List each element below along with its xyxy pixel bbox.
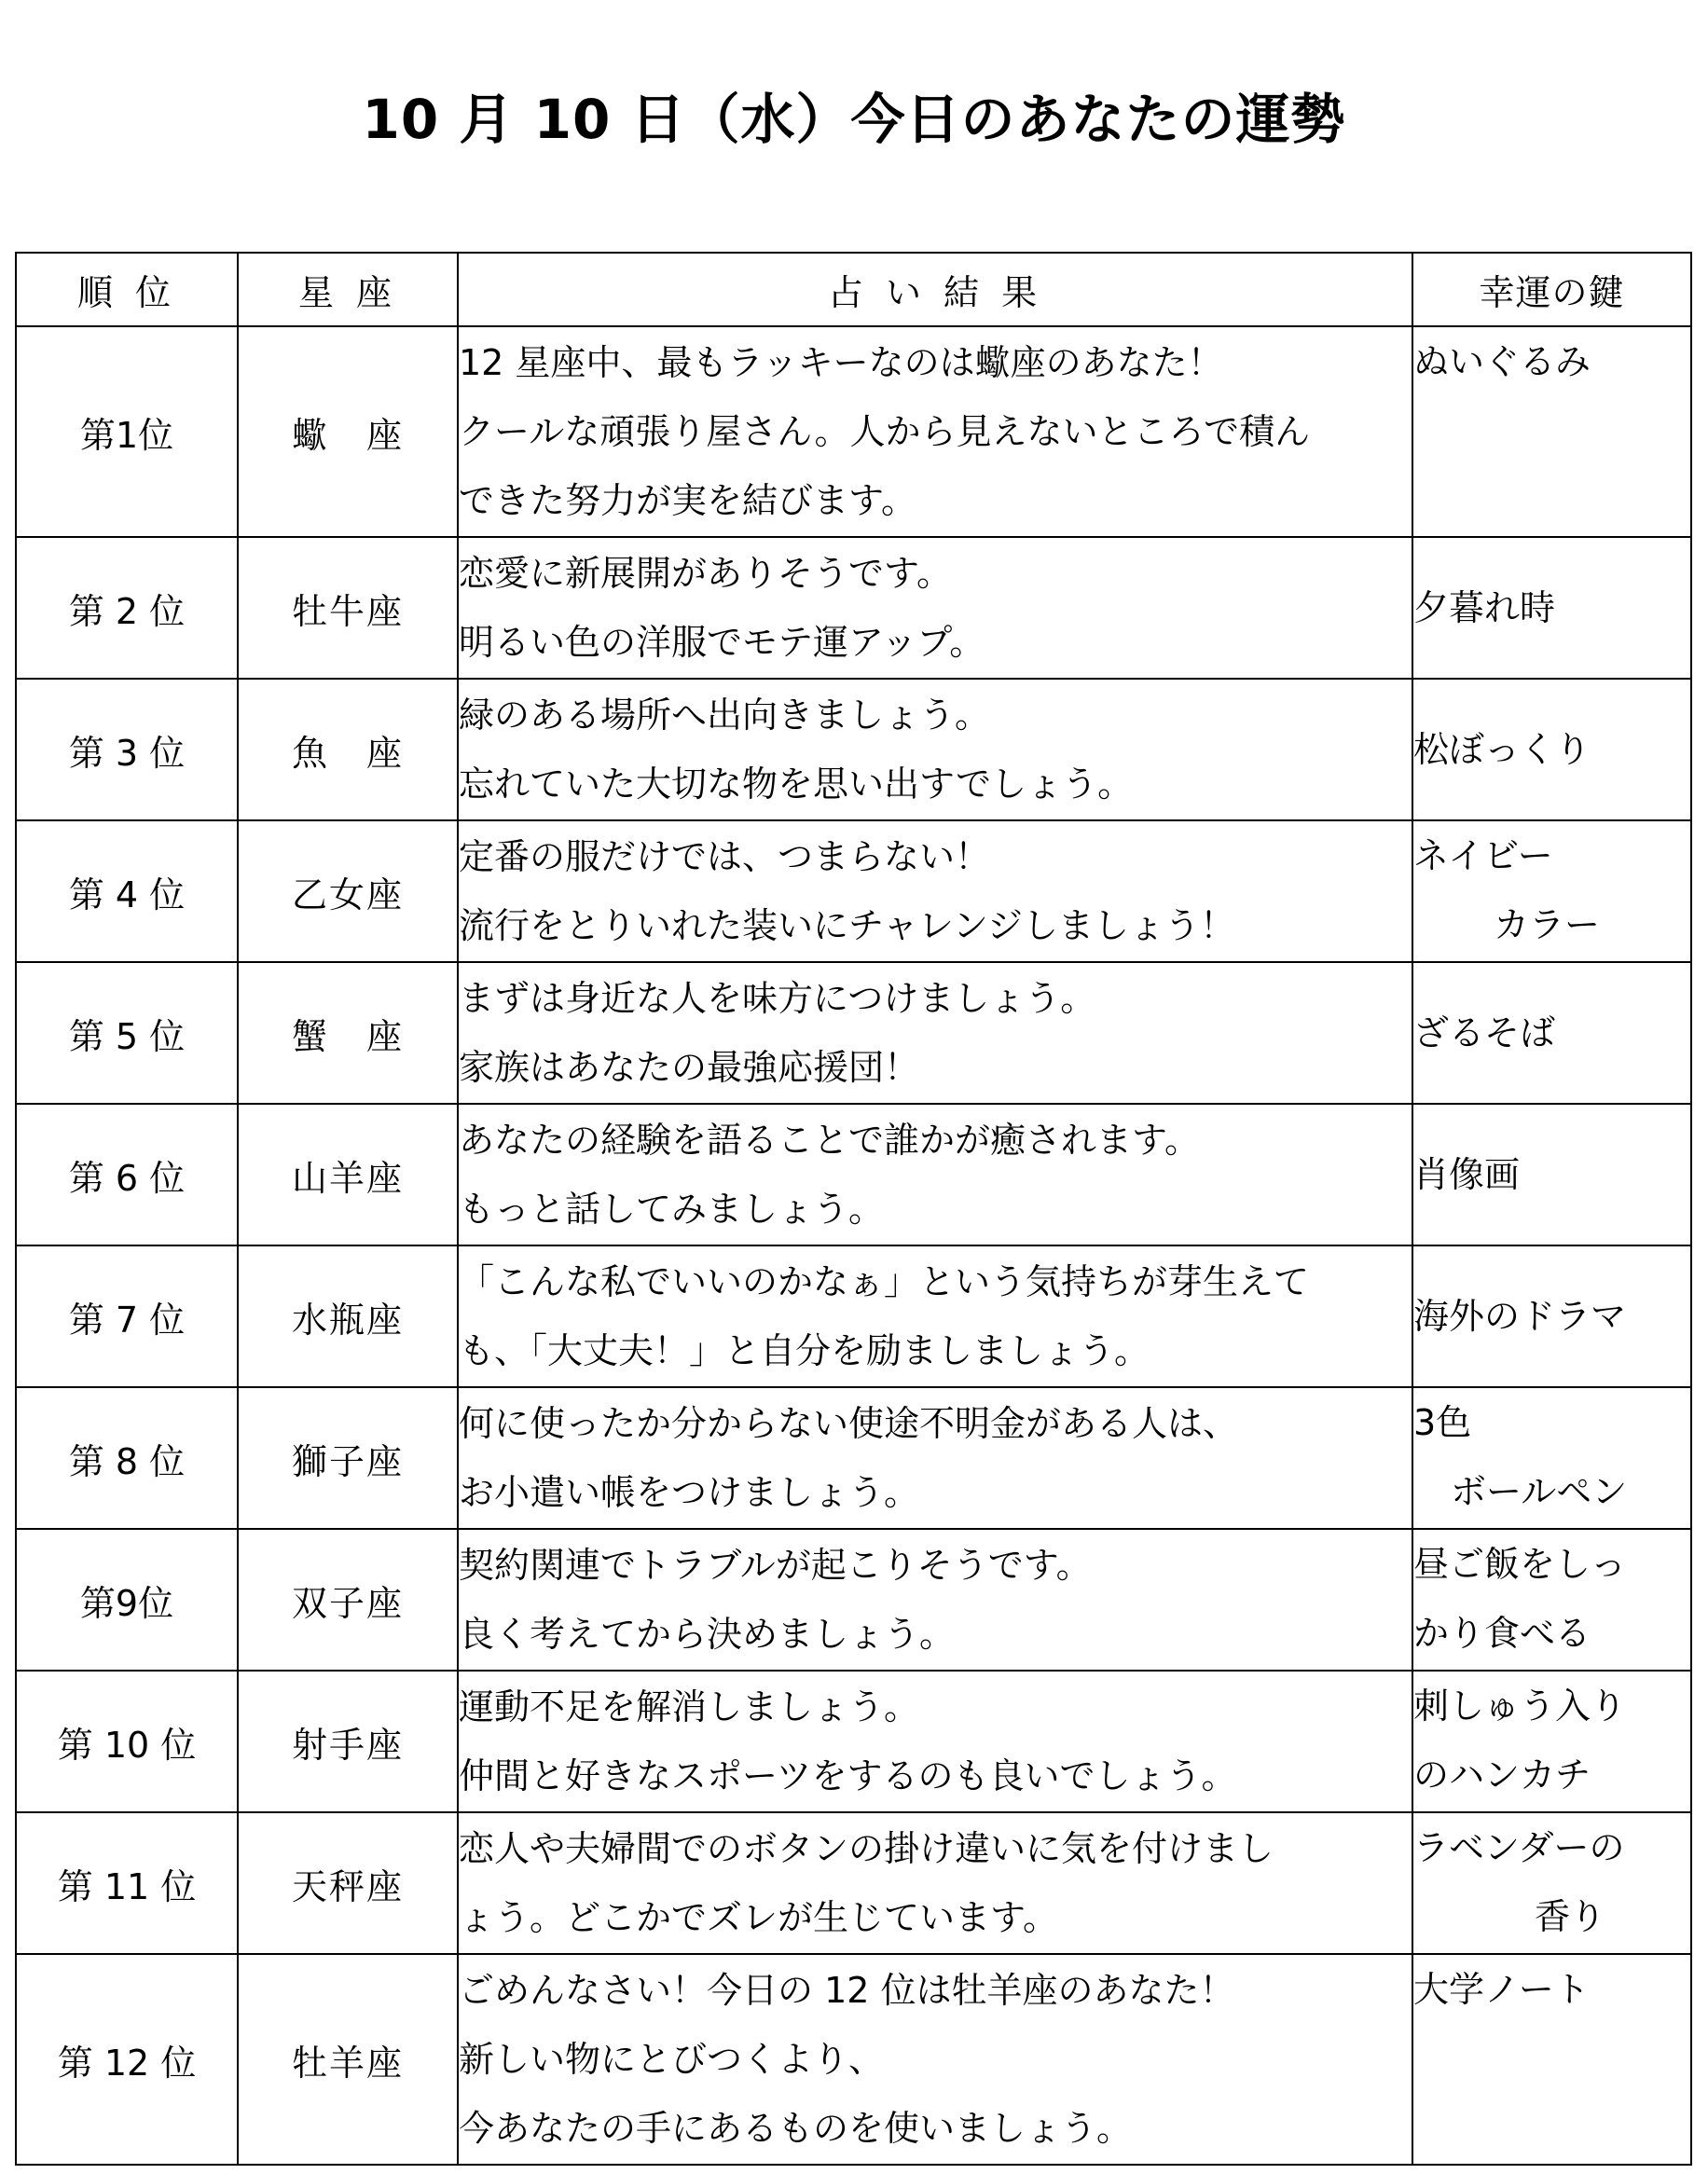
result-line: 忘れていた大切な物を思い出すでしょう。	[459, 764, 1134, 805]
header-sign: 星 座	[238, 253, 458, 326]
rank-cell: 第9位	[16, 1529, 238, 1671]
table-header-row	[16, 253, 1691, 326]
result-cell	[458, 1812, 1412, 1954]
key-cell	[1412, 820, 1691, 962]
key-cell	[1412, 537, 1691, 679]
key-line: 大学ノート	[1413, 1969, 1590, 2010]
result-line: 恋愛に新展開がありそうです。	[459, 553, 952, 594]
key-cell	[1412, 326, 1691, 537]
rank-cell: 第 10 位	[16, 1671, 238, 1812]
result-line: 明るい色の洋服でモテ運アップ。	[459, 622, 985, 663]
page-title: 10 月 10 日（水）今日のあなたの運勢	[362, 88, 1346, 151]
table-row	[16, 1812, 1691, 1954]
result-line: ょう。どこかでズレが生じています。	[459, 1897, 1058, 1938]
key-line: 刺しゅう入り	[1413, 1686, 1627, 1727]
result-cell	[458, 962, 1412, 1104]
table-row	[16, 1104, 1691, 1245]
result-cell	[458, 1954, 1412, 2165]
rank-cell: 第 3 位	[16, 679, 238, 820]
result-line: もっと話してみましょう。	[459, 1189, 885, 1230]
rank-cell: 第 6 位	[16, 1104, 238, 1245]
table-row	[16, 820, 1691, 962]
result-line: 仲間と好きなスポーツをするのも良いでしょう。	[459, 1755, 1237, 1796]
result-line: 家族はあなたの最強応援団！	[459, 1047, 920, 1088]
key-cell	[1412, 1387, 1691, 1529]
key-line: かり食べる	[1413, 1613, 1591, 1654]
key-line: 夕暮れ時	[1413, 587, 1556, 628]
key-line: 海外のドラマ	[1413, 1296, 1627, 1337]
result-line: 何に使ったか分からない使途不明金がある人は、	[459, 1403, 1239, 1444]
key-cell	[1412, 1954, 1691, 2165]
result-line: まずは身近な人を味方につけましょう。	[459, 978, 1096, 1019]
key-line: 3色	[1413, 1402, 1472, 1443]
result-line: クールな頑張り屋さん。人から見えないところで積ん	[459, 411, 1311, 452]
header-result: 占 い 結 果	[458, 253, 1412, 326]
result-line: 良く考えてから決めましょう。	[459, 1614, 956, 1655]
sign-cell: 射手座	[238, 1671, 458, 1812]
result-line: 契約関連でトラブルが起こりそうです。	[459, 1545, 1092, 1586]
header-rank: 順 位	[16, 253, 238, 326]
key-cell	[1412, 1671, 1691, 1812]
sign-cell: 乙女座	[238, 820, 458, 962]
result-line: ごめんなさい！今日の 12 位は牡羊座のあなた！	[459, 1970, 1235, 2011]
result-cell	[458, 679, 1412, 820]
key-line: ぬいぐるみ	[1413, 341, 1591, 382]
key-cell	[1412, 1104, 1691, 1245]
table-row	[16, 537, 1691, 679]
table-row	[16, 1671, 1691, 1812]
fortune-table	[15, 252, 1692, 2166]
result-cell	[458, 1529, 1412, 1671]
rank-cell: 第 12 位	[16, 1954, 238, 2165]
result-cell	[458, 537, 1412, 679]
result-line: 恋人や夫婦間でのボタンの掛け違いに気を付けまし	[459, 1828, 1274, 1869]
rank-cell: 第 5 位	[16, 962, 238, 1104]
sign-cell: 山羊座	[238, 1104, 458, 1245]
key-line: ラベンダーの	[1413, 1827, 1625, 1868]
rank-cell: 第 4 位	[16, 820, 238, 962]
result-cell	[458, 326, 1412, 537]
key-cell	[1412, 1529, 1691, 1671]
sign-cell: 牡牛座	[238, 537, 458, 679]
sign-cell: 蟹 座	[238, 962, 458, 1104]
result-line: あなたの経験を語ることで誰かが癒されます。	[459, 1120, 1200, 1161]
key-line: 昼ご飯をしっ	[1413, 1544, 1627, 1585]
key-line: 香り	[1535, 1896, 1606, 1937]
key-cell	[1412, 679, 1691, 820]
table-row	[16, 962, 1691, 1104]
result-line: 「こんな私でいいのかなぁ」という気持ちが芽生えて	[459, 1261, 1310, 1302]
sign-cell: 魚 座	[238, 679, 458, 820]
table-row	[16, 1529, 1691, 1671]
table-row	[16, 1387, 1691, 1529]
table-row	[16, 326, 1691, 537]
result-line: 12 星座中、最もラッキーなのは蠍座のあなた！	[459, 342, 1223, 383]
key-cell	[1412, 1245, 1691, 1387]
result-line: 流行をとりいれた装いにチャレンジしましょう！	[459, 905, 1235, 946]
result-line: 緑のある場所へ出向きましょう。	[459, 695, 991, 736]
rank-cell: 第 2 位	[16, 537, 238, 679]
key-line: ネイビー	[1413, 835, 1553, 876]
result-line: 新しい物にとびつくより、	[459, 2039, 885, 2080]
rank-cell: 第 7 位	[16, 1245, 238, 1387]
sign-cell: 天秤座	[238, 1812, 458, 1954]
result-line: も、「大丈夫！」と自分を励ましましょう。	[459, 1330, 1150, 1371]
result-line: 今あなたの手にあるものを使いましょう。	[459, 2108, 1133, 2149]
sign-cell: 蠍 座	[238, 326, 458, 537]
key-cell	[1412, 962, 1691, 1104]
header-key: 幸運の鍵	[1412, 253, 1691, 326]
key-line: カラー	[1494, 904, 1601, 945]
result-cell	[458, 1671, 1412, 1812]
rank-cell: 第 8 位	[16, 1387, 238, 1529]
table-row	[16, 1245, 1691, 1387]
sign-cell: 水瓶座	[238, 1245, 458, 1387]
result-cell	[458, 1245, 1412, 1387]
result-line: お小遣い帳をつけましょう。	[459, 1472, 920, 1513]
result-line: 運動不足を解消しましょう。	[459, 1686, 920, 1727]
sign-cell: 獅子座	[238, 1387, 458, 1529]
key-line: ボールペン	[1451, 1471, 1628, 1512]
key-line: ざるそば	[1413, 1012, 1556, 1053]
sign-cell: 牡羊座	[238, 1954, 458, 2165]
table-row	[16, 1954, 1691, 2165]
result-cell	[458, 820, 1412, 962]
rank-cell: 第 11 位	[16, 1812, 238, 1954]
key-line: 肖像画	[1413, 1154, 1521, 1195]
sign-cell: 双子座	[238, 1529, 458, 1671]
result-cell	[458, 1387, 1412, 1529]
result-cell	[458, 1104, 1412, 1245]
result-line: できた努力が実を結びます。	[459, 480, 916, 521]
rank-cell: 第1位	[16, 326, 238, 537]
result-line: 定番の服だけでは、つまらない！	[459, 836, 991, 877]
key-cell	[1412, 1812, 1691, 1954]
table-row	[16, 679, 1691, 820]
key-line: 松ぼっくり	[1413, 729, 1591, 770]
key-line: のハンカチ	[1413, 1754, 1591, 1796]
